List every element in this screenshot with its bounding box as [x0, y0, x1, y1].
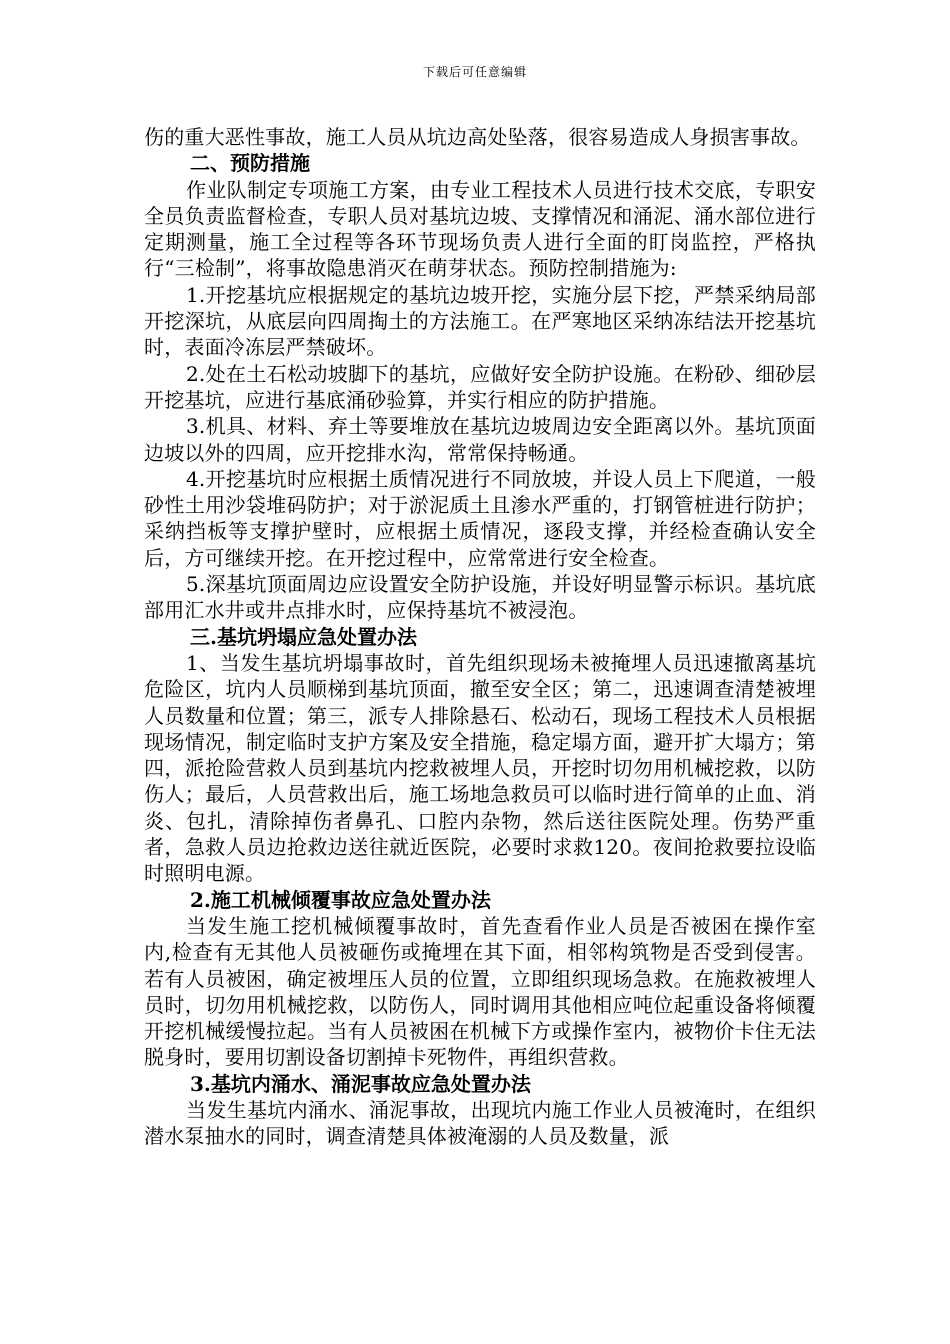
- section-heading-collapse: 三.基坑坍塌应急处置办法: [190, 624, 417, 649]
- list-item: 4.开挖基坑时应根据土质情况进行不同放坡，并设人员上下爬道，一般砂性土用沙袋堆码防护；对于淤泥质土且渗水严重的，打钢管桩进行防护；采纳挡板等支撑护壁时，应根据土质情况，逐段支撑，并经检查确认安全后，方可继续开挖。在开挖过程中，应常常进行安全检查。: [144, 466, 816, 570]
- paragraph: 作业队制定专项施工方案，由专业工程技术人员进行技术交底，专职安全员负责监督检查，专职人员对基坑边坡、支撑情况和涌泥、涌水部位进行定期测量，施工全过程等各环节现场负责人进行全面的盯岗监控，严格执行“三检制”，将事故隐患消灭在萌芽状态。预防控制措施为:: [144, 177, 816, 281]
- page-header: 下载后可任意编辑: [422, 65, 527, 79]
- paragraph: 当发生基坑内涌水、涌泥事故，出现坑内施工作业人员被淹时，在组织潜水泵抽水的同时，调查清楚具体被淹溺的人员及数量，派: [144, 1097, 816, 1149]
- section-heading-prevention: 二、预防措施: [190, 151, 310, 176]
- list-item: 3.机具、材料、弃土等要堆放在基坑边坡周边安全距离以外。基坑顶面边坡以外的四周，应开挖排水沟，常常保持畅通。: [144, 414, 816, 465]
- list-item: 1.开挖基坑应根据规定的基坑边坡开挖，实施分层下挖，严禁采纳局部开挖深坑，从底层向四周掏土的方法施工。在严寒地区采纳冻结法开挖基坑时，表面冷冻层严禁破坏。: [144, 282, 816, 360]
- section-heading-water-inrush: 3.基坑内涌水、涌泥事故应急处置办法: [190, 1071, 531, 1096]
- section-heading-machinery: 2.施工机械倾覆事故应急处置办法: [190, 887, 491, 912]
- list-item: 2.处在土石松动坡脚下的基坑，应做好安全防护设施。在粉砂、细砂层开挖基坑，应进行基底涌砂验算，并实行相应的防护措施。: [144, 361, 816, 412]
- paragraph: 当发生施工挖机械倾覆事故时，首先查看作业人员是否被困在操作室内,检查有无其他人员被砸伤或掩埋在其下面，相邻构筑物是否受到侵害。若有人员被困，确定被埋压人员的位置，立即组织现场急救。在施救被埋人员时，切勿用机械挖救，以防伤人，同时调用其他相应吨位起重设备将倾覆开挖机械缓慢拉起。当有人员被困在机械下方或操作室内，被物价卡住无法脱身时，要用切割设备切割掉卡死物件，再组织营救。: [144, 913, 816, 1070]
- list-item: 5.深基坑顶面周边应设置安全防护设施，并设好明显警示标识。基坑底部用汇水井或井点排水时，应保持基坑不被浸泡。: [144, 572, 816, 623]
- paragraph: 伤的重大恶性事故，施工人员从坑边高处坠落，很容易造成人身损害事故。: [144, 125, 811, 149]
- paragraph: 1、当发生基坑坍塌事故时，首先组织现场未被掩埋人员迅速撤离基坑危险区，坑内人员顺梯到基坑顶面，撤至安全区；第二，迅速调查清楚被埋人员数量和位置；第三，派专人排除悬石、松动石，现场工程技术人员根据现场情况，制定临时支护方案及安全措施，稳定塌方面，避开扩大塌方；第四，派抢险营救人员到基坑内挖救被埋人员，开挖时切勿用机械挖救，以防伤人；最后，人员营救出后，施工场地急救员可以临时进行简单的止血、消炎、包扎，清除掉伤者鼻孔、口腔内杂物，然后送往医院处理。伤势严重者，急救人员边抢救边送往就近医院，必要时求救120。夜间抢救要拉设临时照明电源。: [144, 650, 816, 886]
- document-body: [144, 124, 816, 1150]
